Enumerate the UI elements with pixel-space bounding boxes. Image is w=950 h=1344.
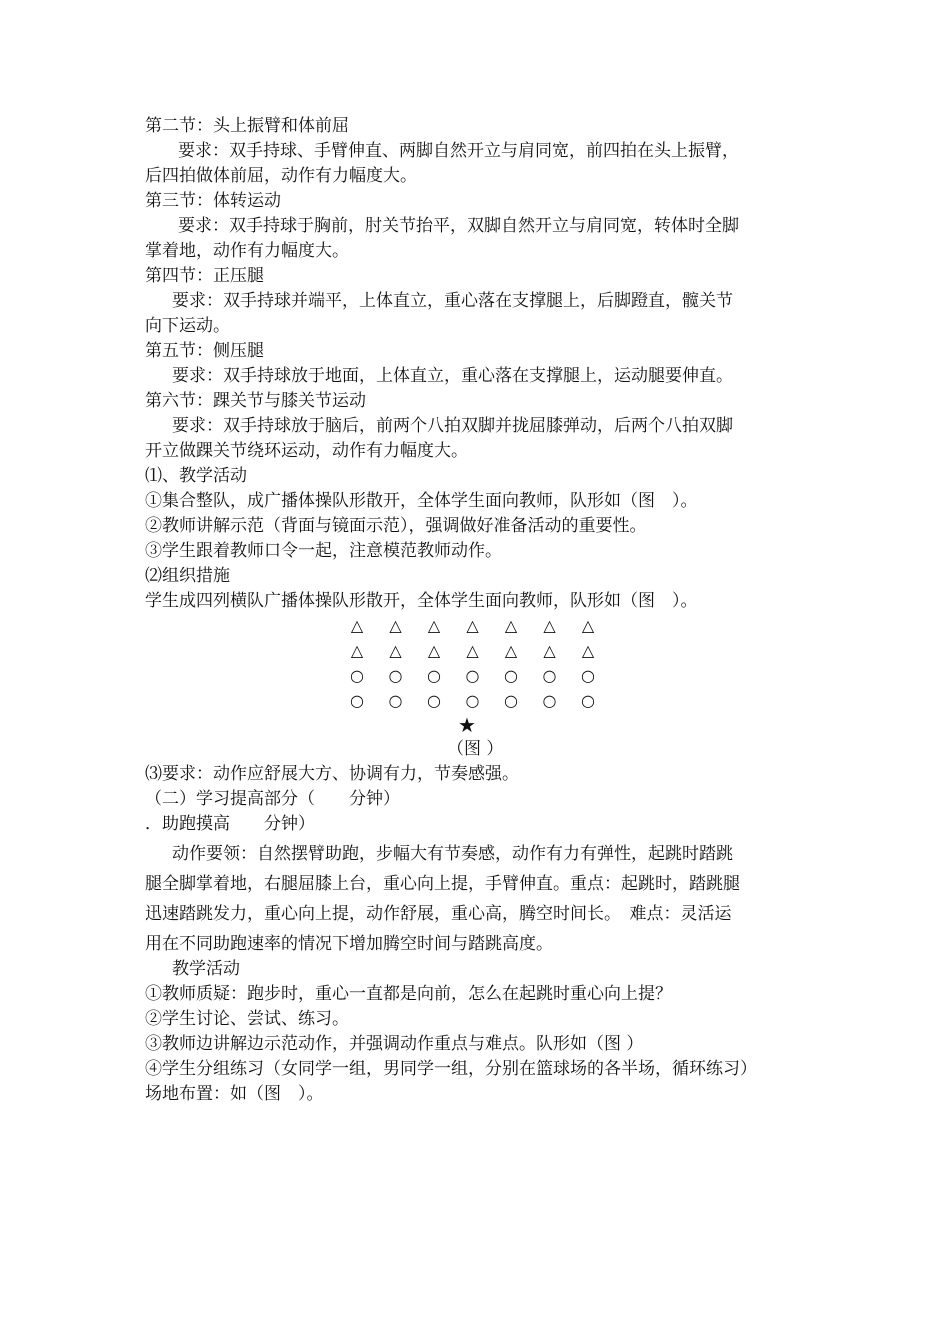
formation-row [345, 663, 605, 688]
circle-icon: ○ [581, 666, 595, 685]
circle-icon: ○ [388, 666, 403, 685]
activity-item: ③教师边讲解边示范动作，并强调动作重点与难点。队形如（图 ） [145, 1034, 644, 1054]
section-requirement: 要求：双手持球于胸前，肘关节抬平，双脚自然开立与肩同宽，转体时全脚 [178, 216, 739, 236]
circle-icon: ○ [542, 691, 557, 710]
essentials-line: 用在不同助跑速率的情况下增加腾空时间与踏跳高度。 [145, 934, 553, 954]
section-requirement: 要求：双手持球、手臂伸直、两脚自然开立与肩同宽，前四拍在头上振臂， [178, 141, 739, 161]
formation-row [345, 688, 605, 713]
triangle-icon: △ [427, 641, 441, 660]
triangle-icon: △ [581, 641, 595, 660]
circle-icon: ○ [465, 691, 480, 710]
circle-icon: ○ [350, 691, 364, 710]
triangle-icon: △ [543, 616, 556, 635]
essentials-line: 动作要领：自然摆臂助跑，步幅大有节奏感，动作有力有弹性，起跳时踏跳 [172, 844, 733, 864]
section-requirement: 要求：双手持球放于脑后，前两个八拍双脚并拢屈膝弹动，后两个八拍双脚 [172, 416, 733, 436]
figure-caption: （图 ） [447, 739, 504, 759]
requirement-text: ⑶要求：动作应舒展大方、协调有力，节奏感强。 [145, 764, 519, 784]
section-requirement: 要求：双手持球并端平，上体直立，重心落在支撑腿上，后脚蹬直，髋关节 [172, 291, 733, 311]
activity-item: ④学生分组练习（女同学一组，男同学一组，分别在篮球场的各半场，循环练习） [145, 1059, 757, 1079]
org-heading: ⑵组织措施 [145, 566, 230, 586]
triangle-icon: △ [504, 616, 518, 635]
triangle-icon: △ [350, 616, 364, 635]
triangle-icon: △ [466, 616, 479, 635]
triangle-icon: △ [504, 641, 518, 660]
section-requirement: 掌着地，动作有力幅度大。 [145, 241, 349, 261]
activity-item: ②学生讨论、尝试、练习。 [145, 1009, 349, 1029]
circle-icon: ○ [427, 666, 441, 685]
activity-item: 场地布置：如（图 ）。 [145, 1084, 324, 1104]
activity-item: ①教师质疑：跑步时，重心一直都是向前，怎么在起跳时重心向上提？ [145, 984, 672, 1004]
essentials-line: 腿全脚掌着地，右腿屈膝上台，重心向上提，手臂伸直。重点：起跳时，踏跳腿 [145, 874, 740, 894]
org-text: 学生成四列横队广播体操队形散开，全体学生面向教师，队形如（图 ）。 [145, 591, 698, 611]
teaching-item: ③学生跟着教师口令一起，注意模范教师动作。 [145, 541, 502, 561]
section-title: 第三节：体转运动 [145, 191, 281, 211]
circle-icon: ○ [465, 666, 480, 685]
triangle-icon: △ [389, 641, 402, 660]
teaching-item: ①集合整队，成广播体操队形散开，全体学生面向教师，队形如（图 ）。 [145, 491, 698, 511]
circle-icon: ○ [542, 666, 557, 685]
formation-row [345, 613, 605, 638]
triangle-icon: △ [581, 616, 595, 635]
teacher-star-icon: ★ [458, 713, 476, 737]
formation-row [345, 638, 605, 663]
section-title: 第四节：正压腿 [145, 266, 264, 286]
triangle-icon: △ [389, 616, 402, 635]
circle-icon: ○ [504, 666, 518, 685]
section-requirement: 后四拍做体前屈，动作有力幅度大。 [145, 166, 417, 186]
activity-heading: 教学活动 [172, 959, 240, 979]
triangle-icon: △ [466, 641, 479, 660]
part2-subheading: ．助跑摸高 分钟） [145, 814, 315, 834]
formation-diagram [345, 613, 605, 713]
circle-icon: ○ [581, 691, 595, 710]
part2-heading: （二）学习提高部分（ 分钟） [145, 789, 400, 809]
circle-icon: ○ [504, 691, 518, 710]
triangle-icon: △ [427, 616, 441, 635]
section-title: 第五节：侧压腿 [145, 341, 264, 361]
teaching-heading: ⑴、教学活动 [145, 466, 247, 486]
section-title: 第六节：踝关节与膝关节运动 [145, 391, 366, 411]
teaching-item: ②教师讲解示范（背面与镜面示范），强调做好准备活动的重要性。 [145, 516, 647, 536]
essentials-line: 迅速踏跳发力，重心向上提，动作舒展，重心高，腾空时间长。 难点：灵活运 [145, 904, 732, 924]
circle-icon: ○ [350, 666, 364, 685]
section-title: 第二节：头上振臂和体前屈 [145, 116, 349, 136]
section-requirement: 向下运动。 [145, 316, 230, 336]
circle-icon: ○ [427, 691, 441, 710]
triangle-icon: △ [350, 641, 364, 660]
circle-icon: ○ [388, 691, 403, 710]
section-requirement: 要求：双手持球放于地面，上体直立，重心落在支撑腿上，运动腿要伸直。 [172, 366, 733, 386]
triangle-icon: △ [543, 641, 556, 660]
section-requirement: 开立做踝关节绕环运动，动作有力幅度大。 [145, 441, 468, 461]
